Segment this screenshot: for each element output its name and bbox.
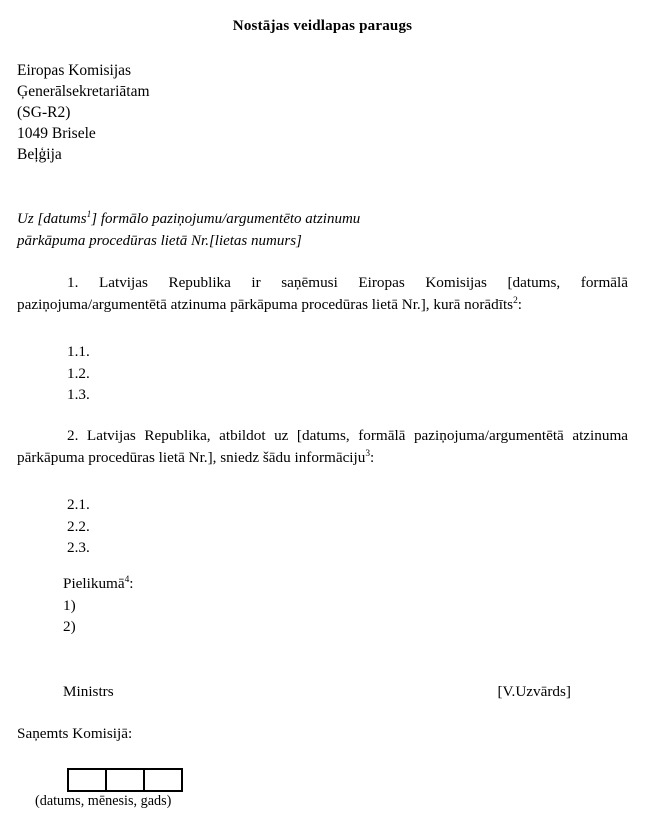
footnote-marker-4: 4 — [124, 574, 130, 585]
footnote-marker-3: 3 — [365, 448, 371, 459]
page-title: Nostājas veidlapas paraugs — [232, 18, 413, 34]
attachments-label — [63, 573, 134, 595]
attachment-item: 1) — [63, 596, 76, 614]
addressee-line: Eiropas Komisijas — [17, 62, 132, 79]
attachments-label-suffix: : — [129, 575, 134, 592]
sublist-item: 1.2. — [67, 364, 90, 382]
sublist-item: 2.2. — [67, 517, 90, 535]
paragraph-1-suffix: : — [517, 295, 523, 313]
subject-line-2: pārkāpuma procedūras lietā Nr.[lietas numurs] — [17, 232, 302, 249]
attachment-item: 2) — [63, 618, 76, 635]
attachments-block — [63, 573, 134, 638]
paragraph-2-suffix: : — [370, 448, 375, 466]
paragraph-2 — [17, 425, 628, 468]
sublist-1 — [67, 341, 90, 406]
sublist-item: 1.3. — [67, 386, 90, 403]
subject-line-1 — [17, 209, 577, 231]
subject-line-1-pre: Uz [datums — [17, 211, 87, 227]
signature-row — [63, 683, 571, 701]
paragraph-1 — [17, 272, 628, 315]
addressee-line: (SG-R2) — [17, 104, 71, 121]
paragraph-2-text: 2. Latvijas Republika, atbildot uz [datums, formālā paziņojuma/argumentētā atzinuma pārkāpuma procedūras lietā Nr.], sniedz šādu informāciju — [17, 427, 628, 466]
received-label: Saņemts Komisijā: — [17, 725, 133, 742]
sublist-item: 1.1. — [67, 343, 90, 360]
addressee-block — [17, 60, 417, 165]
date-box-day[interactable] — [67, 768, 107, 792]
date-box-caption: (datums, mēnesis, gads) — [35, 793, 172, 809]
subject-line-1-post: ] formālo paziņojumu/argumentēto atzinumu — [91, 211, 361, 227]
addressee-line: Ģenerālsekretariātam — [17, 83, 150, 100]
attachments-label-text: Pielikumā — [63, 575, 125, 592]
signature-name: [V.Uzvārds] — [497, 683, 571, 700]
sublist-item: 2.1. — [67, 496, 90, 513]
paragraph-1-text: 1. Latvijas Republika ir saņēmusi Eiropas Komisijas [datums, formālā paziņojuma/argumentētā atzinuma pārkāpuma procedūras lietā Nr.], kurā norādīts — [17, 274, 628, 313]
sublist-2 — [67, 494, 90, 559]
footnote-marker-2: 2 — [513, 295, 518, 306]
date-box-group — [67, 768, 181, 792]
sublist-item: 2.3. — [67, 539, 90, 556]
addressee-line: 1049 Brisele — [17, 125, 96, 142]
subject-block — [17, 209, 577, 252]
date-box-month[interactable] — [105, 768, 145, 792]
footnote-marker-1: 1 — [86, 210, 92, 220]
addressee-line: Beļģija — [17, 146, 62, 163]
date-box-year[interactable] — [143, 768, 183, 792]
signature-role: Ministrs — [63, 683, 114, 700]
